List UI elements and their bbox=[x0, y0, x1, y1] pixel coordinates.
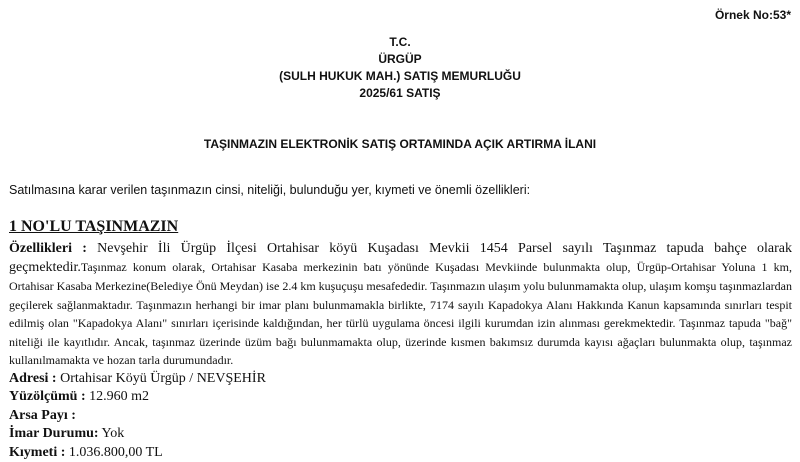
value-amount: 1.036.800,00 TL bbox=[65, 445, 162, 460]
share-row bbox=[9, 407, 792, 426]
header-file-number: 2025/61 SATIŞ bbox=[0, 85, 800, 102]
property-details bbox=[9, 239, 792, 462]
zoning-row bbox=[9, 425, 792, 444]
features-lead: Nevşehir İli Ürgüp İlçesi Ortahisar köyü Kuşadası Mevkii 1454 Parsel sayılı Taşınmaz tapuda bahçe olarak geçmektedir. bbox=[9, 241, 792, 275]
header-office: (SULH HUKUK MAH.) SATIŞ MEMURLUĞU bbox=[0, 68, 800, 85]
area-row bbox=[9, 388, 792, 407]
zoning-label: İmar Durumu: bbox=[9, 426, 99, 441]
features-text: Taşınmaz konum olarak, Ortahisar Kasaba merkezinin batı yönünde Kuşadası Mevkiinde bulunmakta olup, Ürgüp-Ortahisar Yoluna 1 km, Ortahisar Kasaba Merkezine(Belediye Önü Meydan) ise 2.4 km kuşuçuşu mesafededir. Taşınmazın ulaşım yolu bulunmamakta olup, ulaşım komşu taşınmazlardan geçilerek sağlanmaktadır. Taşınmazın herhangi bir imar planı bulunmamakla birlikte, 7174 sayılı Kapadokya Alanı Hakkında Kanun kapsamında sınırları tespit edilmiş olan "Kapadokya Alanı" sınırları içerisinde kaldığından, her türlü uygulama öncesi ilgili kurumdan izin alınması gerekmektedir. Taşınmaz tapuda "bağ" niteliği ile kayıtlıdır. Ancak, taşınmaz üzerinde üzüm bağı bulunmamakta olup, üzerinde kısmen bakımsız durumda kayısı ağaçları bulunmakta olup, taşınmaz kullanılmamakta ve hozan tarla durumundadır. bbox=[9, 260, 792, 367]
value-label: Kıymeti : bbox=[9, 445, 65, 460]
header-tc: T.C. bbox=[0, 34, 800, 51]
property-title: 1 NO'LU TAŞINMAZIN bbox=[9, 218, 178, 236]
example-number: Örnek No:53* bbox=[715, 8, 791, 22]
features-label: Özellikleri : bbox=[9, 241, 87, 256]
value-row bbox=[9, 444, 792, 462]
intro-text: Satılmasına karar verilen taşınmazın cinsi, niteliği, bulunduğu yer, kıymeti ve önemli özellikleri: bbox=[9, 183, 530, 197]
announcement-title: TAŞINMAZIN ELEKTRONİK SATIŞ ORTAMINDA AÇIK ARTIRMA İLANI bbox=[0, 137, 800, 151]
address-value: Ortahisar Köyü Ürgüp / NEVŞEHİR bbox=[57, 371, 266, 386]
area-label: Yüzölçümü : bbox=[9, 389, 86, 404]
area-value: 12.960 m2 bbox=[86, 389, 149, 404]
zoning-value: Yok bbox=[99, 426, 125, 441]
features-paragraph bbox=[9, 239, 792, 370]
share-label: Arsa Payı : bbox=[9, 408, 76, 423]
address-row bbox=[9, 370, 792, 389]
header-city: ÜRGÜP bbox=[0, 51, 800, 68]
document-header bbox=[0, 34, 800, 102]
address-label: Adresi : bbox=[9, 371, 57, 386]
